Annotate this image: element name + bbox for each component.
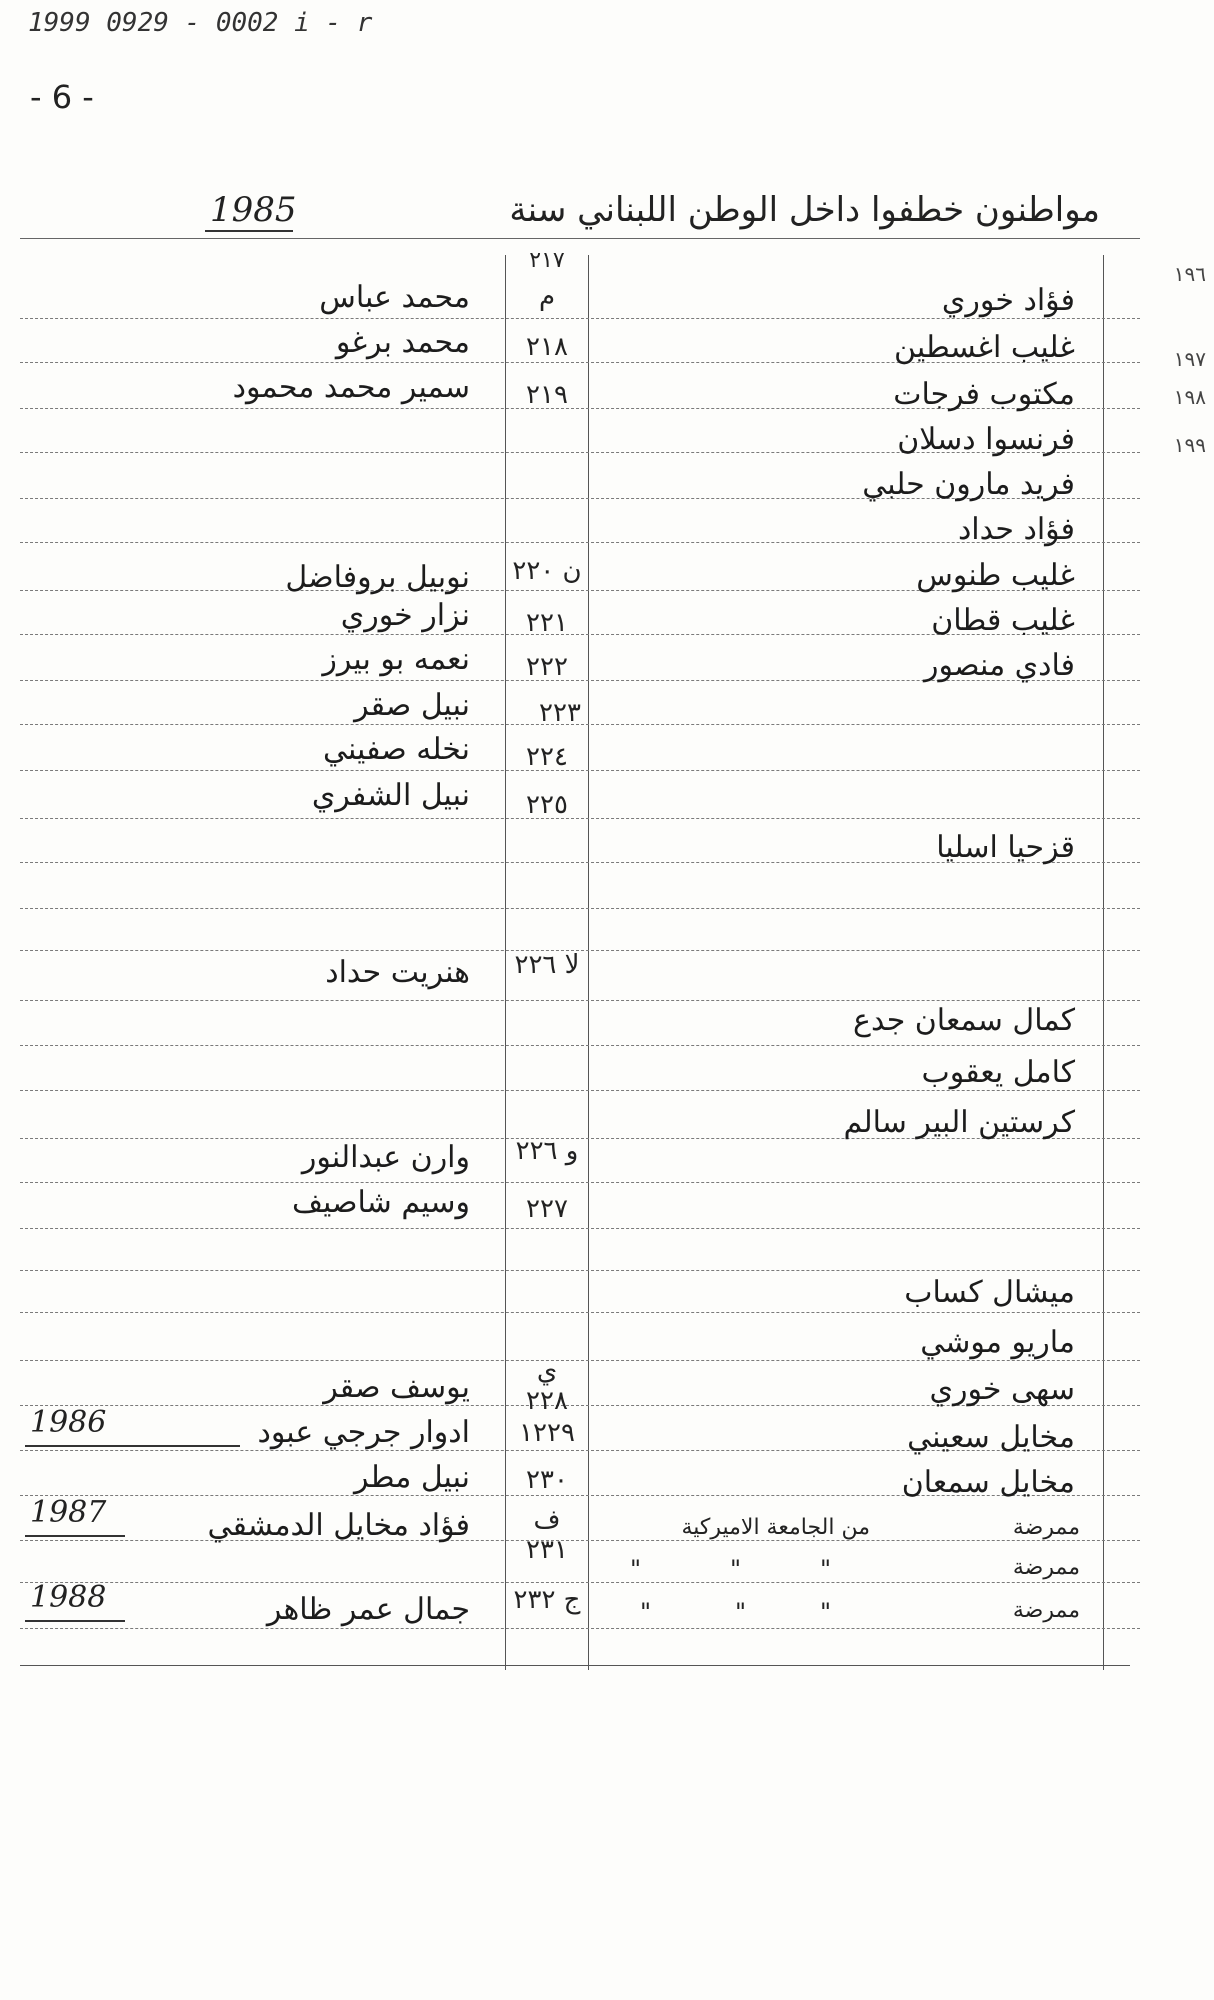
row-rule [20,1000,1140,1001]
ditto-mark: " [630,1555,642,1583]
person-name: فادي منصور [924,648,1075,683]
person-name: وسيم شاصيف [291,1185,470,1220]
reference-number: 1999 0929 - 0002 i - r [28,8,373,38]
edge-mark: ١٩٨ [1173,385,1206,409]
person-name: كامل يعقوب [921,1055,1075,1090]
year-label: 1987 [30,1495,107,1530]
person-name: ميشال كساب [904,1275,1075,1310]
nurse-label: ممرضة [1012,1515,1080,1540]
person-name: كمال سمعان جدع [853,1003,1075,1038]
person-name: مخايل سمعان [901,1465,1075,1500]
row-rule [20,1182,1140,1183]
person-name: نبيل مطر [354,1460,470,1495]
entry-number: لا ٢٢٦ [514,950,580,980]
entry-number: ي ٢٢٨ [526,1356,568,1416]
person-name: جمال عمر ظاهر [266,1592,470,1627]
person-name: فؤاد مخايل الدمشقي [207,1508,470,1543]
person-name: ادوار جرجي عبود [257,1415,470,1450]
year-label: 1988 [30,1580,107,1615]
row-rule [20,1090,1140,1091]
row-rule [20,1228,1140,1229]
row-rule [20,318,1140,319]
nurse-label: ممرضة [1012,1555,1080,1580]
entry-number: ٢٣٠ [526,1465,568,1495]
year-label: 1986 [30,1405,107,1440]
ditto-mark: " [730,1555,742,1583]
person-name: فؤاد حداد [957,512,1075,547]
aub-note: من الجامعة الاميركية [681,1515,870,1540]
year-underline [25,1445,240,1447]
top-mark: ٢١٧ [529,248,565,273]
person-name: غليب طنوس [916,558,1075,593]
person-name: غليب قطان [931,603,1075,638]
entry-number: ٢٢٤ [526,742,568,772]
ditto-mark: " [640,1598,652,1626]
row-rule [20,1628,1140,1629]
year-underline [25,1535,125,1537]
edge-mark: ١٩٩ [1173,433,1206,457]
person-name: وارن عبدالنور [301,1140,470,1175]
entry-number: ٢٢١ [526,608,568,638]
year-underline [25,1620,125,1622]
person-name: فريد مارون حلبي [862,467,1075,502]
person-name: كرستين البير سالم [843,1105,1075,1140]
nurse-label: ممرضة [1012,1598,1080,1623]
column-divider-margin [1103,255,1104,1670]
person-name: فؤاد خوري [941,283,1075,318]
row-rule [20,1270,1140,1271]
person-name: سهى خوري [929,1372,1075,1407]
person-name: نوبيل بروفاضل [285,560,470,595]
page-number: - 6 - [30,78,94,116]
entry-number: ف ٢٣١ [526,1505,568,1565]
entry-number: ٢٢٢ [526,652,568,682]
person-name: مخايل سعيني [907,1420,1075,1455]
entry-number: ٢٢٣ [539,698,581,728]
person-name: نعمه بو بيرز [322,642,470,677]
person-name: غليب اغسطين [894,330,1075,365]
row-rule [20,1312,1140,1313]
person-name: يوسف صقر [323,1370,470,1405]
entry-number: ١٢٢٩ [519,1418,575,1448]
page-title: مواطنون خطفوا داخل الوطن اللبناني سنة [509,190,1100,230]
entry-number: ج ٢٣٢ [513,1585,581,1615]
title-rule [20,238,1140,239]
entry-number: ٢١٩ [526,380,568,410]
row-rule [20,908,1140,909]
person-name: محمد برغو [335,325,470,360]
person-name: نبيل صقر [354,688,470,723]
person-name: نبيل الشفري [311,778,470,813]
edge-mark: ١٩٧ [1173,347,1206,371]
ditto-mark: " [820,1598,832,1626]
edge-mark: ١٩٦ [1173,262,1206,286]
person-name: نخله صفيني [322,732,470,767]
person-name: ماريو موشي [920,1325,1075,1360]
person-name: مكتوب فرجات [893,377,1075,412]
entry-number: ٢٢٧ [526,1194,568,1224]
row-rule [20,1582,1140,1583]
entry-number: ٢١٨ [526,332,568,362]
title-year: 1985 [210,190,297,230]
entry-number: م [538,282,556,312]
title-year-underline [205,230,293,232]
person-name: قزحيا اسليا [936,830,1075,865]
bottom-rule [20,1665,1130,1666]
person-name: سمير محمد محمود [232,370,470,405]
ditto-mark: " [820,1555,832,1583]
person-name: محمد عباس [319,280,470,315]
entry-number: ن ٢٢٠ [512,556,582,586]
entry-number: ٢٢٥ [526,790,568,820]
ditto-mark: " [735,1598,747,1626]
person-name: نزار خوري [340,598,470,633]
row-rule [20,1045,1140,1046]
person-name: فرنسوا دسلان [897,422,1075,457]
entry-number: و ٢٢٦ [515,1136,579,1166]
person-name: هنريت حداد [325,955,470,990]
column-divider-left [505,255,506,1670]
